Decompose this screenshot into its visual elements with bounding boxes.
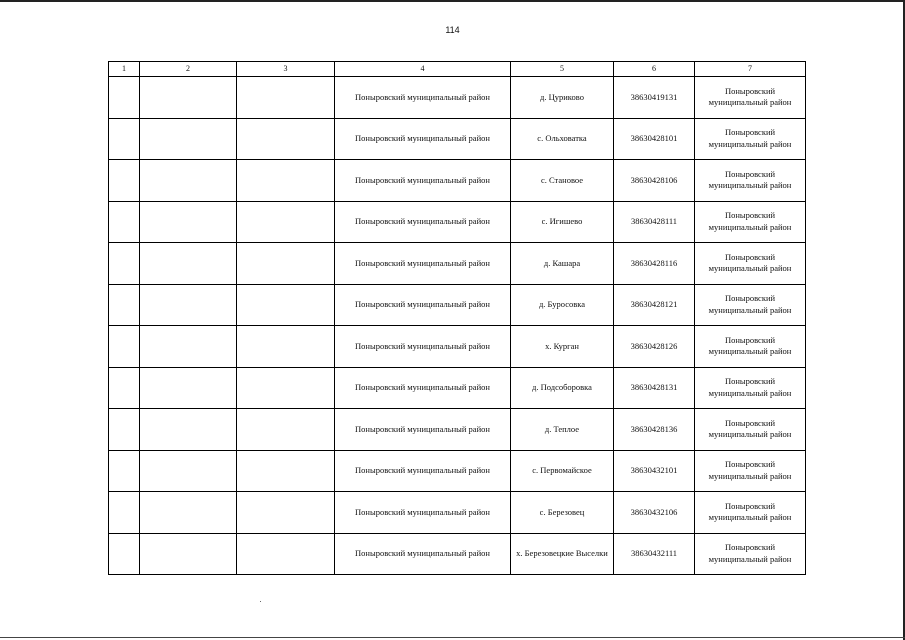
table-cell-col6: 38630432106 xyxy=(614,492,695,534)
table-cell-col7: Поныровский муниципальный район xyxy=(695,243,806,285)
table-cell-col4: Поныровский муниципальный район xyxy=(335,118,511,160)
table-cell-col2 xyxy=(140,243,237,285)
table-cell-col7: Поныровский муниципальный район xyxy=(695,326,806,368)
table-cell-col1 xyxy=(109,284,140,326)
column-header-3: 3 xyxy=(237,62,335,77)
column-header-6: 6 xyxy=(614,62,695,77)
table-cell-col6: 38630419131 xyxy=(614,77,695,119)
table-cell-col4: Поныровский муниципальный район xyxy=(335,409,511,451)
table-row xyxy=(109,160,806,202)
table-cell-col5: д. Теплое xyxy=(511,409,614,451)
table-cell-col7: Поныровский муниципальный район xyxy=(695,201,806,243)
column-header-7: 7 xyxy=(695,62,806,77)
table-row xyxy=(109,326,806,368)
table-cell-col3 xyxy=(237,201,335,243)
settlements-table xyxy=(108,61,806,575)
table-cell-col7: Поныровский муниципальный район xyxy=(695,118,806,160)
table-cell-col4: Поныровский муниципальный район xyxy=(335,492,511,534)
table-cell-col4: Поныровский муниципальный район xyxy=(335,533,511,575)
scan-edge-top xyxy=(0,0,905,2)
table-cell-col3 xyxy=(237,243,335,285)
table-cell-col5: с. Игишево xyxy=(511,201,614,243)
table-cell-col4: Поныровский муниципальный район xyxy=(335,367,511,409)
page-number: 114 xyxy=(445,25,460,35)
table-cell-col1 xyxy=(109,77,140,119)
table-cell-col1 xyxy=(109,367,140,409)
column-header-2: 2 xyxy=(140,62,237,77)
table-cell-col6: 38630428101 xyxy=(614,118,695,160)
table-cell-col1 xyxy=(109,450,140,492)
table-cell-col5: д. Кашара xyxy=(511,243,614,285)
table-row xyxy=(109,243,806,285)
table-cell-col7: Поныровский муниципальный район xyxy=(695,492,806,534)
table-cell-col3 xyxy=(237,284,335,326)
table-cell-col2 xyxy=(140,367,237,409)
table-cell-col6: 38630428126 xyxy=(614,326,695,368)
table-cell-col1 xyxy=(109,326,140,368)
table-row xyxy=(109,201,806,243)
table-body xyxy=(109,77,806,575)
table-cell-col7: Поныровский муниципальный район xyxy=(695,450,806,492)
table-cell-col4: Поныровский муниципальный район xyxy=(335,243,511,285)
table-cell-col1 xyxy=(109,533,140,575)
column-number-row xyxy=(109,62,806,77)
table-cell-col5: х. Березовецкие Выселки xyxy=(511,533,614,575)
table-cell-col3 xyxy=(237,367,335,409)
table-cell-col3 xyxy=(237,409,335,451)
table-cell-col2 xyxy=(140,326,237,368)
table-cell-col2 xyxy=(140,492,237,534)
table-cell-col5: д. Подсоборовка xyxy=(511,367,614,409)
table-cell-col5: с. Становое xyxy=(511,160,614,202)
table-cell-col3 xyxy=(237,450,335,492)
table-cell-col7: Поныровский муниципальный район xyxy=(695,533,806,575)
table-cell-col6: 38630428111 xyxy=(614,201,695,243)
table-row xyxy=(109,284,806,326)
table-cell-col4: Поныровский муниципальный район xyxy=(335,201,511,243)
table-cell-col7: Поныровский муниципальный район xyxy=(695,284,806,326)
table-cell-col5: д. Цуриково xyxy=(511,77,614,119)
table-cell-col5: с. Первомайское xyxy=(511,450,614,492)
table-cell-col4: Поныровский муниципальный район xyxy=(335,326,511,368)
table-cell-col3 xyxy=(237,492,335,534)
table-row xyxy=(109,409,806,451)
table-row xyxy=(109,367,806,409)
scan-speck xyxy=(260,601,261,602)
table-cell-col3 xyxy=(237,118,335,160)
scan-edge-bottom xyxy=(0,637,905,638)
table-cell-col1 xyxy=(109,492,140,534)
table-cell-col3 xyxy=(237,160,335,202)
table-cell-col1 xyxy=(109,409,140,451)
table-row xyxy=(109,533,806,575)
column-header-1: 1 xyxy=(109,62,140,77)
table-cell-col6: 38630428106 xyxy=(614,160,695,202)
table-row xyxy=(109,492,806,534)
table-row xyxy=(109,77,806,119)
table-cell-col2 xyxy=(140,118,237,160)
table-cell-col4: Поныровский муниципальный район xyxy=(335,160,511,202)
table-cell-col2 xyxy=(140,450,237,492)
table-row xyxy=(109,450,806,492)
column-header-4: 4 xyxy=(335,62,511,77)
table-cell-col1 xyxy=(109,243,140,285)
table-cell-col2 xyxy=(140,201,237,243)
table-cell-col6: 38630428121 xyxy=(614,284,695,326)
table-cell-col3 xyxy=(237,533,335,575)
table-cell-col3 xyxy=(237,77,335,119)
table-cell-col7: Поныровский муниципальный район xyxy=(695,409,806,451)
table-cell-col5: с. Ольховатка xyxy=(511,118,614,160)
table-cell-col2 xyxy=(140,409,237,451)
table-cell-col7: Поныровский муниципальный район xyxy=(695,367,806,409)
column-header-5: 5 xyxy=(511,62,614,77)
table-cell-col4: Поныровский муниципальный район xyxy=(335,450,511,492)
table-cell-col2 xyxy=(140,284,237,326)
table-cell-col1 xyxy=(109,160,140,202)
table-cell-col6: 38630428116 xyxy=(614,243,695,285)
table-cell-col5: с. Березовец xyxy=(511,492,614,534)
table-cell-col6: 38630428131 xyxy=(614,367,695,409)
table-cell-col4: Поныровский муниципальный район xyxy=(335,284,511,326)
table-cell-col5: д. Буросовка xyxy=(511,284,614,326)
table-cell-col5: х. Курган xyxy=(511,326,614,368)
table-row xyxy=(109,118,806,160)
table-cell-col7: Поныровский муниципальный район xyxy=(695,160,806,202)
table-cell-col7: Поныровский муниципальный район xyxy=(695,77,806,119)
table-cell-col4: Поныровский муниципальный район xyxy=(335,77,511,119)
table-cell-col2 xyxy=(140,160,237,202)
table-cell-col1 xyxy=(109,118,140,160)
table-cell-col2 xyxy=(140,77,237,119)
table-cell-col1 xyxy=(109,201,140,243)
table-cell-col3 xyxy=(237,326,335,368)
table-cell-col6: 38630432101 xyxy=(614,450,695,492)
table-cell-col2 xyxy=(140,533,237,575)
table-cell-col6: 38630432111 xyxy=(614,533,695,575)
table-cell-col6: 38630428136 xyxy=(614,409,695,451)
